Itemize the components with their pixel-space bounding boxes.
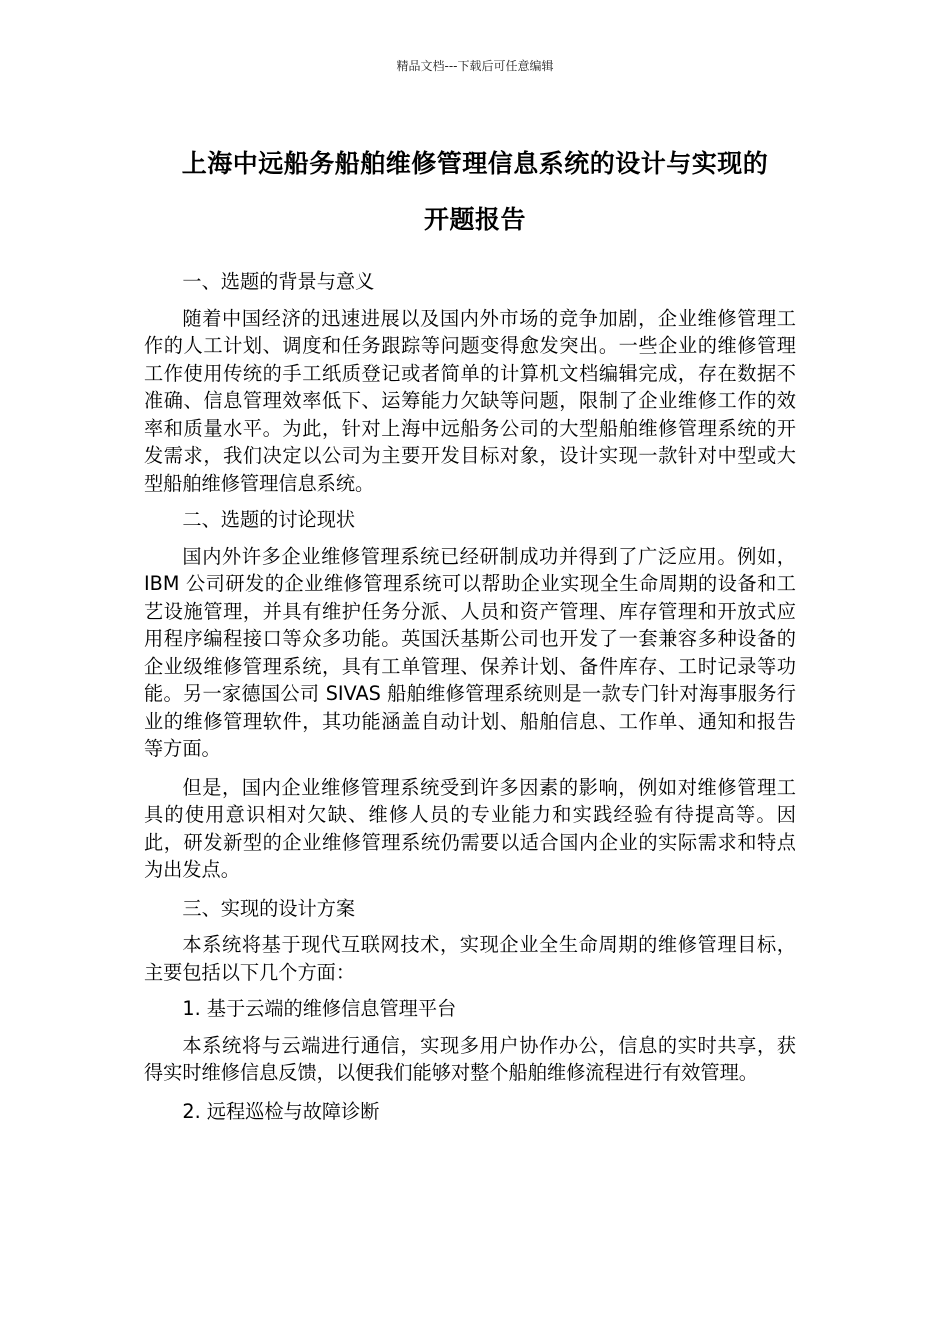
section-heading-design-plan: 三、实现的设计方案 [182, 896, 356, 920]
paragraph-cloud-platform: 本系统将与云端进行通信，实现多用户协作办公，信息的实时共享，获得实时维修信息反馈，以便我们能够对整个船舶维修流程进行有效管理。 [144, 1033, 796, 1084]
subsection-heading-cloud-platform: 1. 基于云端的维修信息管理平台 [182, 997, 457, 1020]
title-line-1: 上海中远船务船舶维修管理信息系统的设计与实现的 [181, 149, 769, 178]
header-note: 精品文档---下载后可任意编辑 [396, 59, 554, 73]
paragraph-research-status-2: 但是，国内企业维修管理系统受到许多因素的影响，例如对维修管理工具的使用意识相对欠缺、维修人员的专业能力和实践经验有待提高等。因此，研发新型的企业维修管理系统仍需要以适合国内企业的实际需求和特点为出发点。 [144, 775, 796, 881]
document-title [120, 136, 830, 248]
paragraph-background: 随着中国经济的迅速进展以及国内外市场的竞争加剧，企业维修管理工作的人工计划、调度和任务跟踪等问题变得愈发突出。一些企业的维修管理工作使用传统的手工纸质登记或者简单的计算机文档编辑完成，存在数据不准确、信息管理效率低下、运筹能力欠缺等问题，限制了企业维修工作的效率和质量水平。为此，针对上海中远船务公司的大型船舶维修管理系统的开发需求，我们决定以公司为主要开发目标对象，设计实现一款针对中型或大型船舶维修管理信息系统。 [144, 306, 796, 495]
document-body [144, 268, 796, 1134]
paragraph-research-status-1: 国内外许多企业维修管理系统已经研制成功并得到了广泛应用。例如，IBM 公司研发的企业维修管理系统可以帮助企业实现全生命周期的设备和工艺设施管理，并具有维护任务分派、人员和资产管理、库存管理和开放式应用程序编程接口等众多功能。英国沃基斯公司也开发了一套兼容多种设备的企业级维修管理系统，具有工单管理、保养计划、备件库存、工时记录等功能。另一家德国公司 SIVAS 船舶维修管理系统则是一款专门针对海事服务行业的维修管理软件，其功能涵盖自动计划、船舶信息、工作单、通知和报告等方面。 [144, 544, 796, 760]
paragraph-design-plan: 本系统将基于现代互联网技术，实现企业全生命周期的维修管理目标，主要包括以下几个方面： [144, 933, 796, 984]
section-heading-background: 一、选题的背景与意义 [182, 270, 375, 293]
section-heading-research-status: 二、选题的讨论现状 [182, 508, 356, 531]
subsection-heading-remote-inspection: 2. 远程巡检与故障诊断 [182, 1099, 380, 1123]
title-line-2: 开题报告 [423, 205, 526, 234]
